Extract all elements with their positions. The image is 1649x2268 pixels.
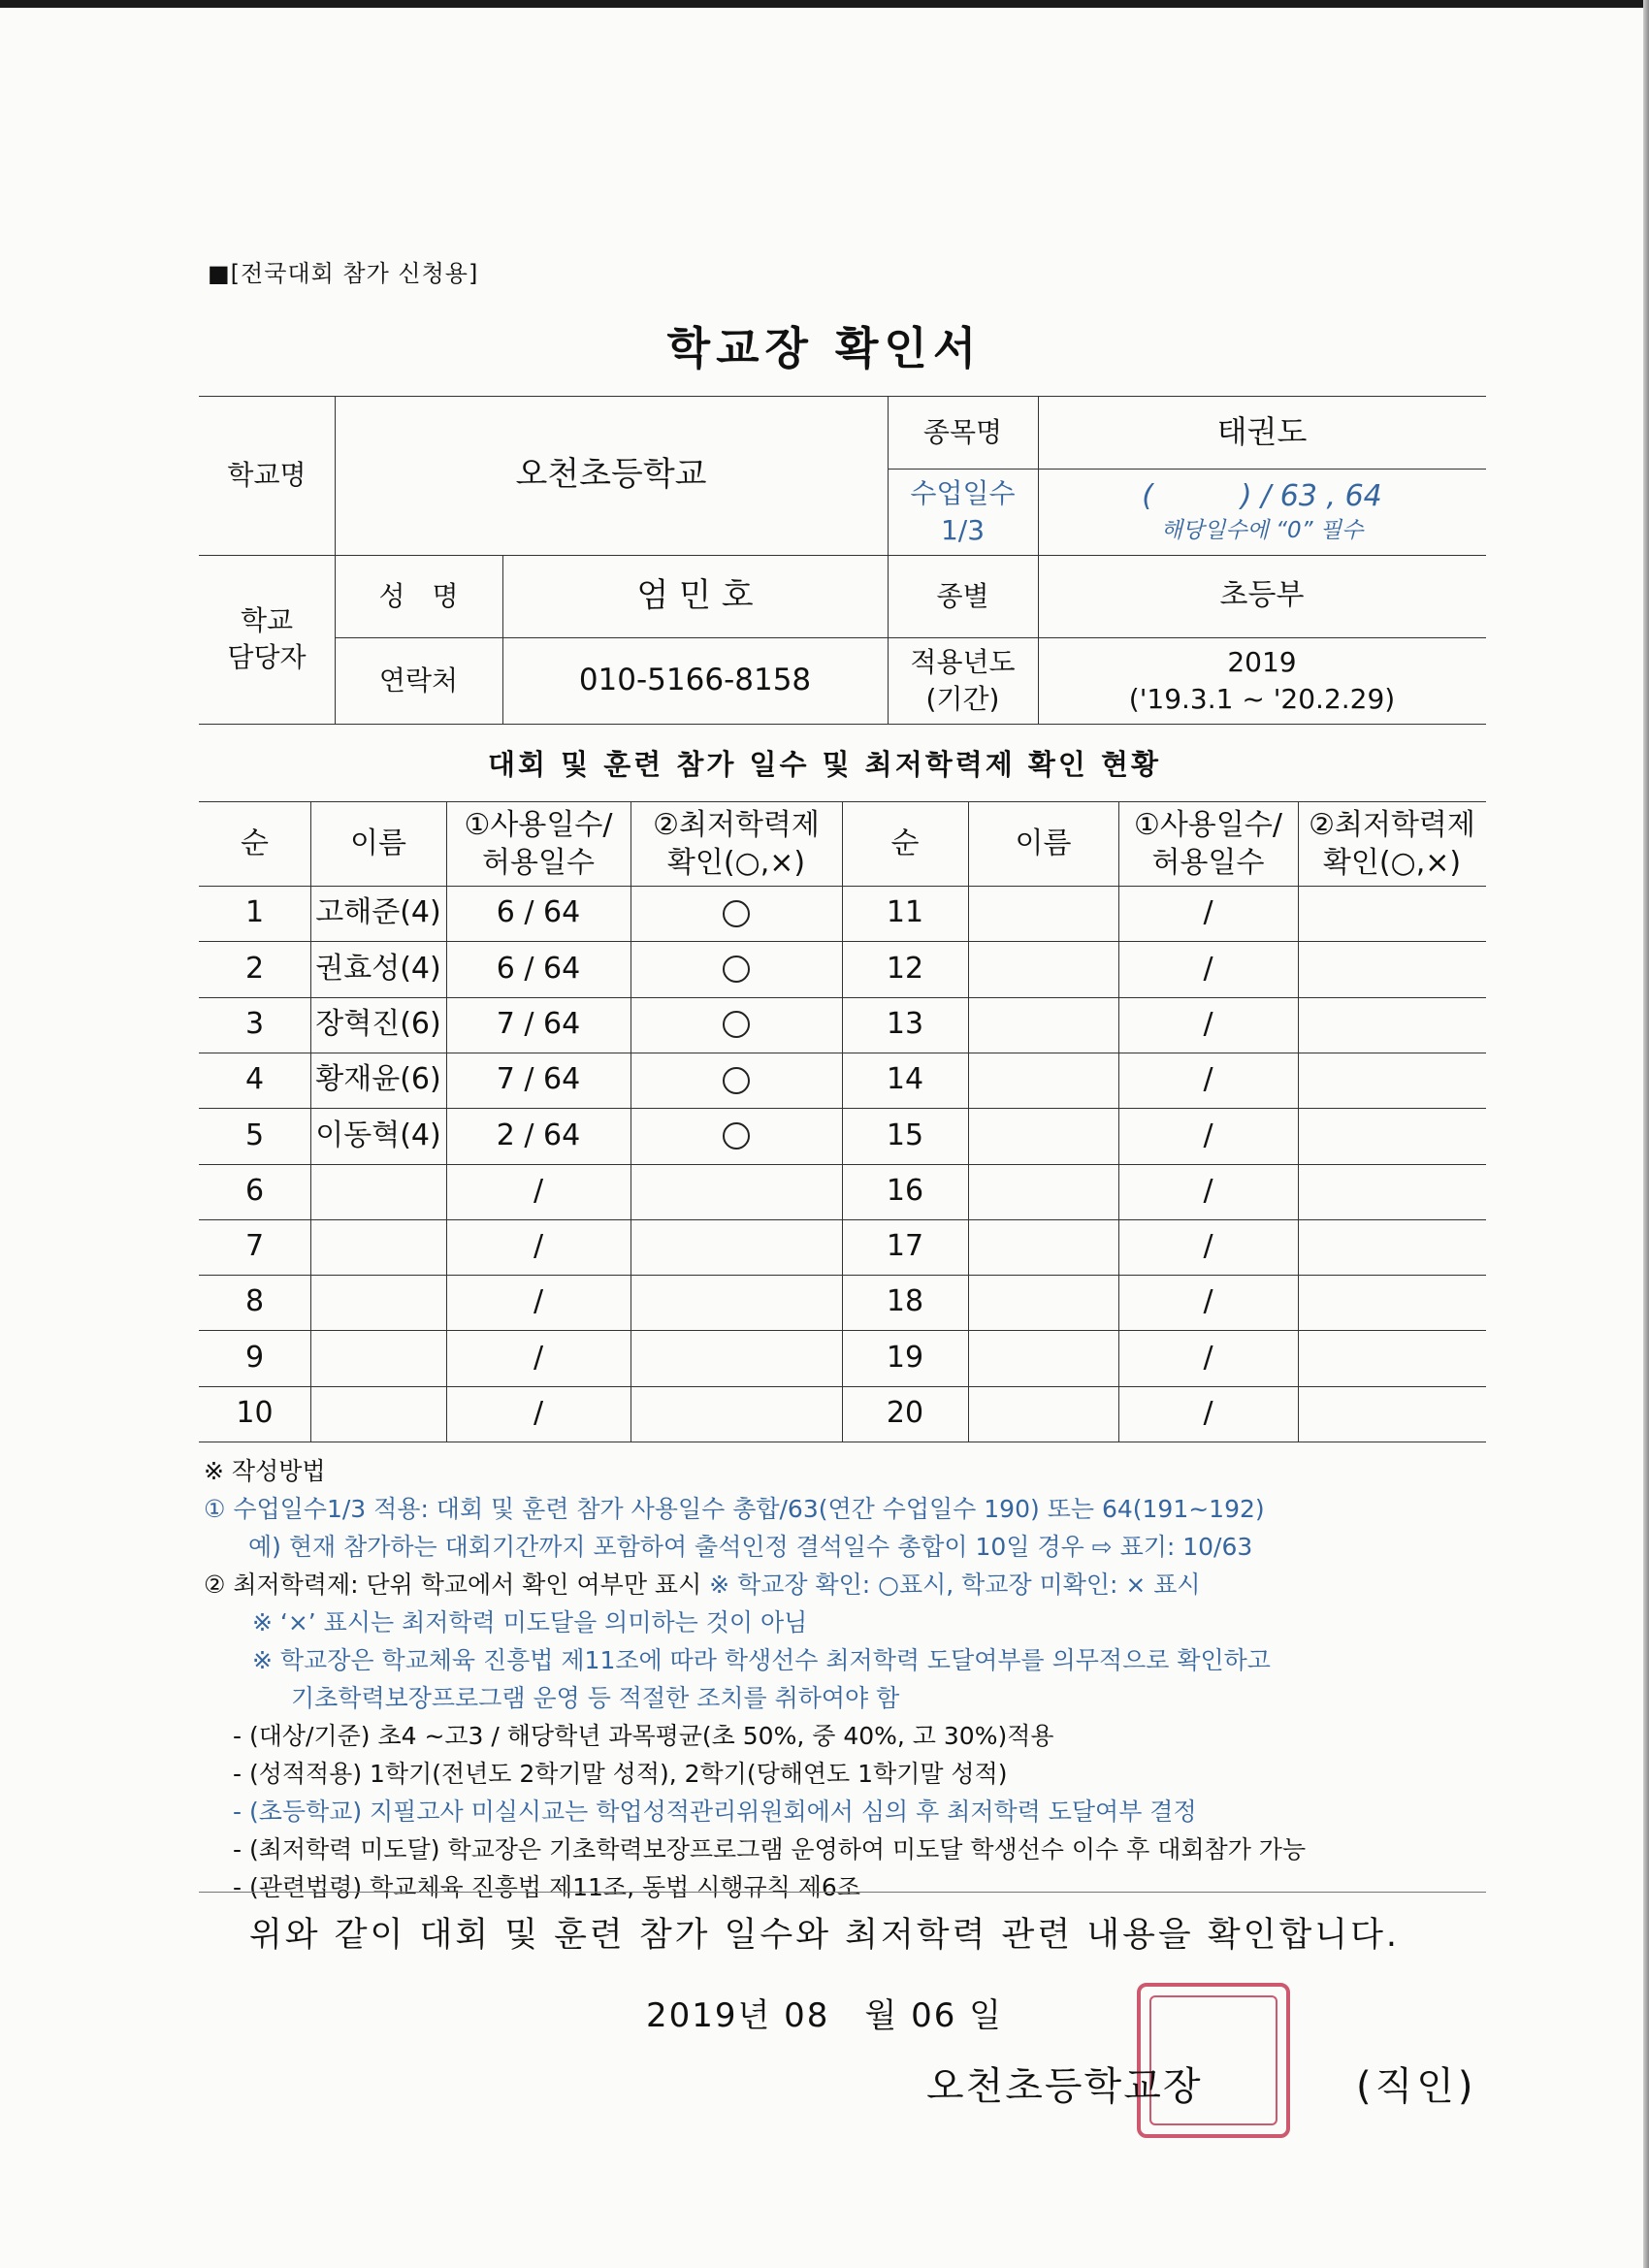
- detail-2: - (성적적용) 1학기(전년도 2학기말 성적), 2학기(당해연도 1학기말 성적): [233, 1760, 1008, 1788]
- table-cell-name: [968, 1053, 1118, 1108]
- instructions: [204, 1452, 1504, 1906]
- table-cell-no: 14: [886, 1062, 924, 1097]
- table-cell-check: [1298, 997, 1486, 1053]
- table-cell-check: [630, 997, 842, 1053]
- note-4a: ※ 학교장은 학교체육 진흥법 제11조에 따라 학생선수 최저학력 도달여부를 의무적으로 확인하고: [252, 1646, 1271, 1674]
- table-cell-name: [968, 941, 1118, 996]
- note-2a: ② 최저학력제: 단위 학교에서 확인 여부만 표시: [204, 1571, 702, 1599]
- notes-heading: ※ 작성방법: [204, 1457, 326, 1485]
- note-1b: 예) 현재 참가하는 대회기간까지 포함하여 출석인정 결석일수 총합이 10일 경우 ⇨ 표기: 10/63: [248, 1533, 1253, 1561]
- table-cell-name: 황재윤(6): [315, 1062, 441, 1097]
- table-cell-days: 7 / 64: [496, 1006, 581, 1041]
- table-cell-days: /: [1203, 1062, 1213, 1097]
- table-cell-no: 20: [886, 1396, 924, 1431]
- check-circle-mark: [723, 956, 750, 983]
- table-cell-no: 13: [886, 1006, 924, 1041]
- table-cell-days: /: [533, 1284, 544, 1319]
- table-cell-days: /: [533, 1396, 544, 1431]
- contact-value: 010-5166-8158: [578, 662, 812, 697]
- table-cell-no: 3: [244, 1006, 265, 1041]
- table-cell-check: [1298, 1219, 1486, 1275]
- contact-label: 연락처: [378, 664, 459, 697]
- table-header-days-2: 허용일수: [482, 845, 595, 880]
- table-cell-check: [1298, 1386, 1486, 1442]
- table-cell-name: [310, 1219, 446, 1275]
- table-header-check-1: ②최저학력제: [653, 807, 820, 842]
- category-value: 초등부: [1219, 578, 1305, 613]
- table-cell-name: 고해준(4): [315, 895, 441, 930]
- class-days-fraction: ( ) / 63 , 64: [1142, 478, 1382, 513]
- table-header-cell: [1118, 801, 1298, 886]
- table-header-check-2: 확인(○,×): [666, 845, 806, 880]
- staff-label-line1: 학교: [240, 604, 294, 637]
- table-cell-no: 11: [886, 895, 924, 930]
- table-cell-no: 10: [236, 1396, 274, 1431]
- table-cell-name: [968, 1386, 1118, 1442]
- table-subtitle: 대회 및 훈련 참가 일수 및 최저학력제 확인 현황: [487, 748, 1162, 781]
- table-cell-no: 15: [886, 1118, 924, 1152]
- table-cell-days: /: [1203, 1229, 1213, 1264]
- table-cell-days: /: [1203, 1396, 1213, 1431]
- table-cell-check: [630, 1386, 842, 1442]
- page-title: 학교장 확인서: [666, 322, 983, 374]
- table-cell-name: 이동혁(4): [315, 1118, 441, 1152]
- staff-label: [199, 555, 335, 724]
- year-period: ('19.3.1 ~ '20.2.29): [1128, 682, 1396, 715]
- confirmation-statement: 위와 같이 대회 및 훈련 참가 일수와 최저학력 관련 내용을 확인합니다.: [248, 1916, 1401, 1955]
- table-cell-no: 4: [244, 1062, 265, 1097]
- check-circle-mark: [723, 1011, 750, 1038]
- table-cell-name: [968, 886, 1118, 941]
- table-cell-days: /: [533, 1340, 544, 1375]
- table-cell-name: [968, 1275, 1118, 1330]
- table-header-days-1: ①사용일수/: [1134, 807, 1282, 842]
- notes-divider: [199, 1892, 1486, 1893]
- table-cell-check: [630, 1164, 842, 1219]
- table-cell-days: 2 / 64: [496, 1118, 581, 1152]
- check-circle-mark: [723, 1122, 750, 1150]
- sport-value: 태권도: [1216, 412, 1308, 450]
- check-circle-mark: [723, 1067, 750, 1094]
- table-cell-check: [1298, 941, 1486, 996]
- table-cell-no: 16: [886, 1173, 924, 1208]
- year-label: [888, 637, 1038, 724]
- school-name-value: 오천초등학교: [515, 455, 707, 495]
- table-header-name: 이름: [1015, 826, 1072, 860]
- table-cell-name: [310, 1275, 446, 1330]
- table-cell-check: [1298, 1275, 1486, 1330]
- principal-title: 오천초등학교장: [926, 2064, 1203, 2109]
- table-cell-check: [1298, 1164, 1486, 1219]
- table-cell-days: /: [1203, 1284, 1213, 1319]
- table-header-days-1: ①사용일수/: [464, 807, 613, 842]
- table-cell-name: [968, 1330, 1118, 1385]
- table-cell-name: 장혁진(6): [315, 1006, 441, 1041]
- table-header-cell: [199, 801, 310, 886]
- table-header-cell: [1298, 801, 1486, 886]
- table-header-name: 이름: [350, 826, 406, 860]
- table-cell-check: [630, 1330, 842, 1385]
- table-cell-name: [310, 1386, 446, 1442]
- table-cell-days: 6 / 64: [496, 951, 581, 986]
- table-header-check-2: 확인(○,×): [1322, 845, 1462, 880]
- table-cell-no: 12: [886, 951, 924, 986]
- table-header-days-2: 허용일수: [1151, 845, 1265, 880]
- table-cell-check: [630, 1108, 842, 1163]
- table-cell-days: /: [533, 1173, 544, 1208]
- table-cell-check: [1298, 1053, 1486, 1108]
- note-3: ※ ‘×’ 표시는 최저학력 미도달을 의미하는 것이 아님: [252, 1608, 808, 1636]
- class-days-label: [888, 469, 1038, 555]
- issue-date: 2019년 08 월 06 일: [645, 1996, 1003, 2035]
- table-cell-check: [630, 1275, 842, 1330]
- table-cell-days: /: [1203, 895, 1213, 930]
- table-cell-name: [968, 1108, 1118, 1163]
- table-cell-name: [968, 997, 1118, 1053]
- name-value: 엄 민 호: [636, 575, 754, 615]
- table-cell-days: 6 / 64: [496, 895, 581, 930]
- table-cell-check: [630, 1053, 842, 1108]
- table-cell-no: 5: [244, 1118, 265, 1152]
- table-cell-days: /: [1203, 951, 1213, 986]
- category-label: 종별: [936, 579, 989, 612]
- detail-4: - (최저학력 미도달) 학교장은 기초학력보장프로그램 운영하여 미도달 학생선수 이수 후 대회참가 가능: [233, 1835, 1307, 1863]
- table-cell-days: /: [1203, 1118, 1213, 1152]
- class-days-value: [1038, 469, 1486, 555]
- table-header-cell: [968, 801, 1118, 886]
- table-cell-check: [630, 941, 842, 996]
- table-cell-check: [630, 886, 842, 941]
- school-name-label: 학교명: [227, 459, 307, 492]
- table-cell-name: 권효성(4): [315, 951, 441, 986]
- table-cell-check: [1298, 1330, 1486, 1385]
- table-cell-no: 17: [886, 1229, 924, 1264]
- table-cell-check: [630, 1219, 842, 1275]
- year-number: 2019: [1227, 645, 1297, 678]
- year-label-line1: 적용년도: [910, 645, 1016, 678]
- table-cell-name: [310, 1330, 446, 1385]
- table-header-check-1: ②최저학력제: [1309, 807, 1475, 842]
- table-cell-no: 1: [244, 895, 265, 930]
- table-cell-days: /: [1203, 1340, 1213, 1375]
- table-cell-no: 18: [886, 1284, 924, 1319]
- table-cell-no: 6: [244, 1173, 265, 1208]
- note-1a: ① 수업일수1/3 적용: 대회 및 훈련 참가 사용일수 총합/63(연간 수업일수 190) 또는 64(191~192): [204, 1495, 1265, 1523]
- table-header-cell: [310, 801, 446, 886]
- table-cell-name: [968, 1164, 1118, 1219]
- table-cell-days: 7 / 64: [496, 1062, 581, 1097]
- table-cell-name: [310, 1164, 446, 1219]
- detail-5: - (관련법령) 학교체육 진흥법 제11조, 동법 시행규칙 제6조: [233, 1873, 860, 1901]
- table-cell-no: 7: [244, 1229, 265, 1264]
- class-days-note: 해당일수에 “0” 필수: [1160, 518, 1364, 544]
- name-label: 성 명: [378, 579, 459, 612]
- check-circle-mark: [723, 900, 750, 927]
- detail-3: - (초등학교) 지필고사 미실시교는 학업성적관리위원회에서 심의 후 최저학력 도달여부 결정: [233, 1798, 1197, 1826]
- table-cell-no: 19: [886, 1340, 924, 1375]
- note-4b: 기초학력보장프로그램 운영 등 적절한 조치를 취하여야 함: [291, 1684, 900, 1712]
- table-cell-name: [968, 1219, 1118, 1275]
- table-header-cell: [446, 801, 630, 886]
- scan-edge-top: [0, 0, 1649, 8]
- year-label-line2: (기간): [925, 682, 1000, 715]
- table-cell-no: 8: [244, 1284, 265, 1319]
- table-header-no: 순: [241, 826, 269, 860]
- class-days-label-line1: 수업일수: [910, 476, 1016, 509]
- form-tag: ■[전국대회 참가 신청용]: [208, 260, 479, 287]
- note-2b: ※ 학교장 확인: ○표시, 학교장 미확인: × 표시: [709, 1571, 1201, 1599]
- table-cell-check: [1298, 1108, 1486, 1163]
- table-cell-check: [1298, 886, 1486, 941]
- staff-label-line2: 담당자: [227, 641, 307, 673]
- table-cell-no: 9: [244, 1340, 265, 1375]
- table-header-cell: [630, 801, 842, 886]
- table-cell-days: /: [1203, 1173, 1213, 1208]
- participation-table: [199, 801, 1486, 1442]
- table-cell-days: /: [533, 1229, 544, 1264]
- note-2: [204, 1566, 1504, 1604]
- seal-note: (직인): [1356, 2064, 1477, 2109]
- table-cell-no: 2: [244, 951, 265, 986]
- year-value: [1038, 637, 1486, 724]
- sport-label: 종목명: [922, 415, 1003, 448]
- table-header-no: 순: [890, 826, 920, 860]
- class-days-label-line2: 1/3: [940, 513, 986, 546]
- detail-1: - (대상/기준) 초4 ~고3 / 해당학년 과목평균(초 50%, 중 40%, 고 30%)적용: [233, 1722, 1054, 1750]
- table-cell-days: /: [1203, 1006, 1213, 1041]
- table-header-cell: [842, 801, 968, 886]
